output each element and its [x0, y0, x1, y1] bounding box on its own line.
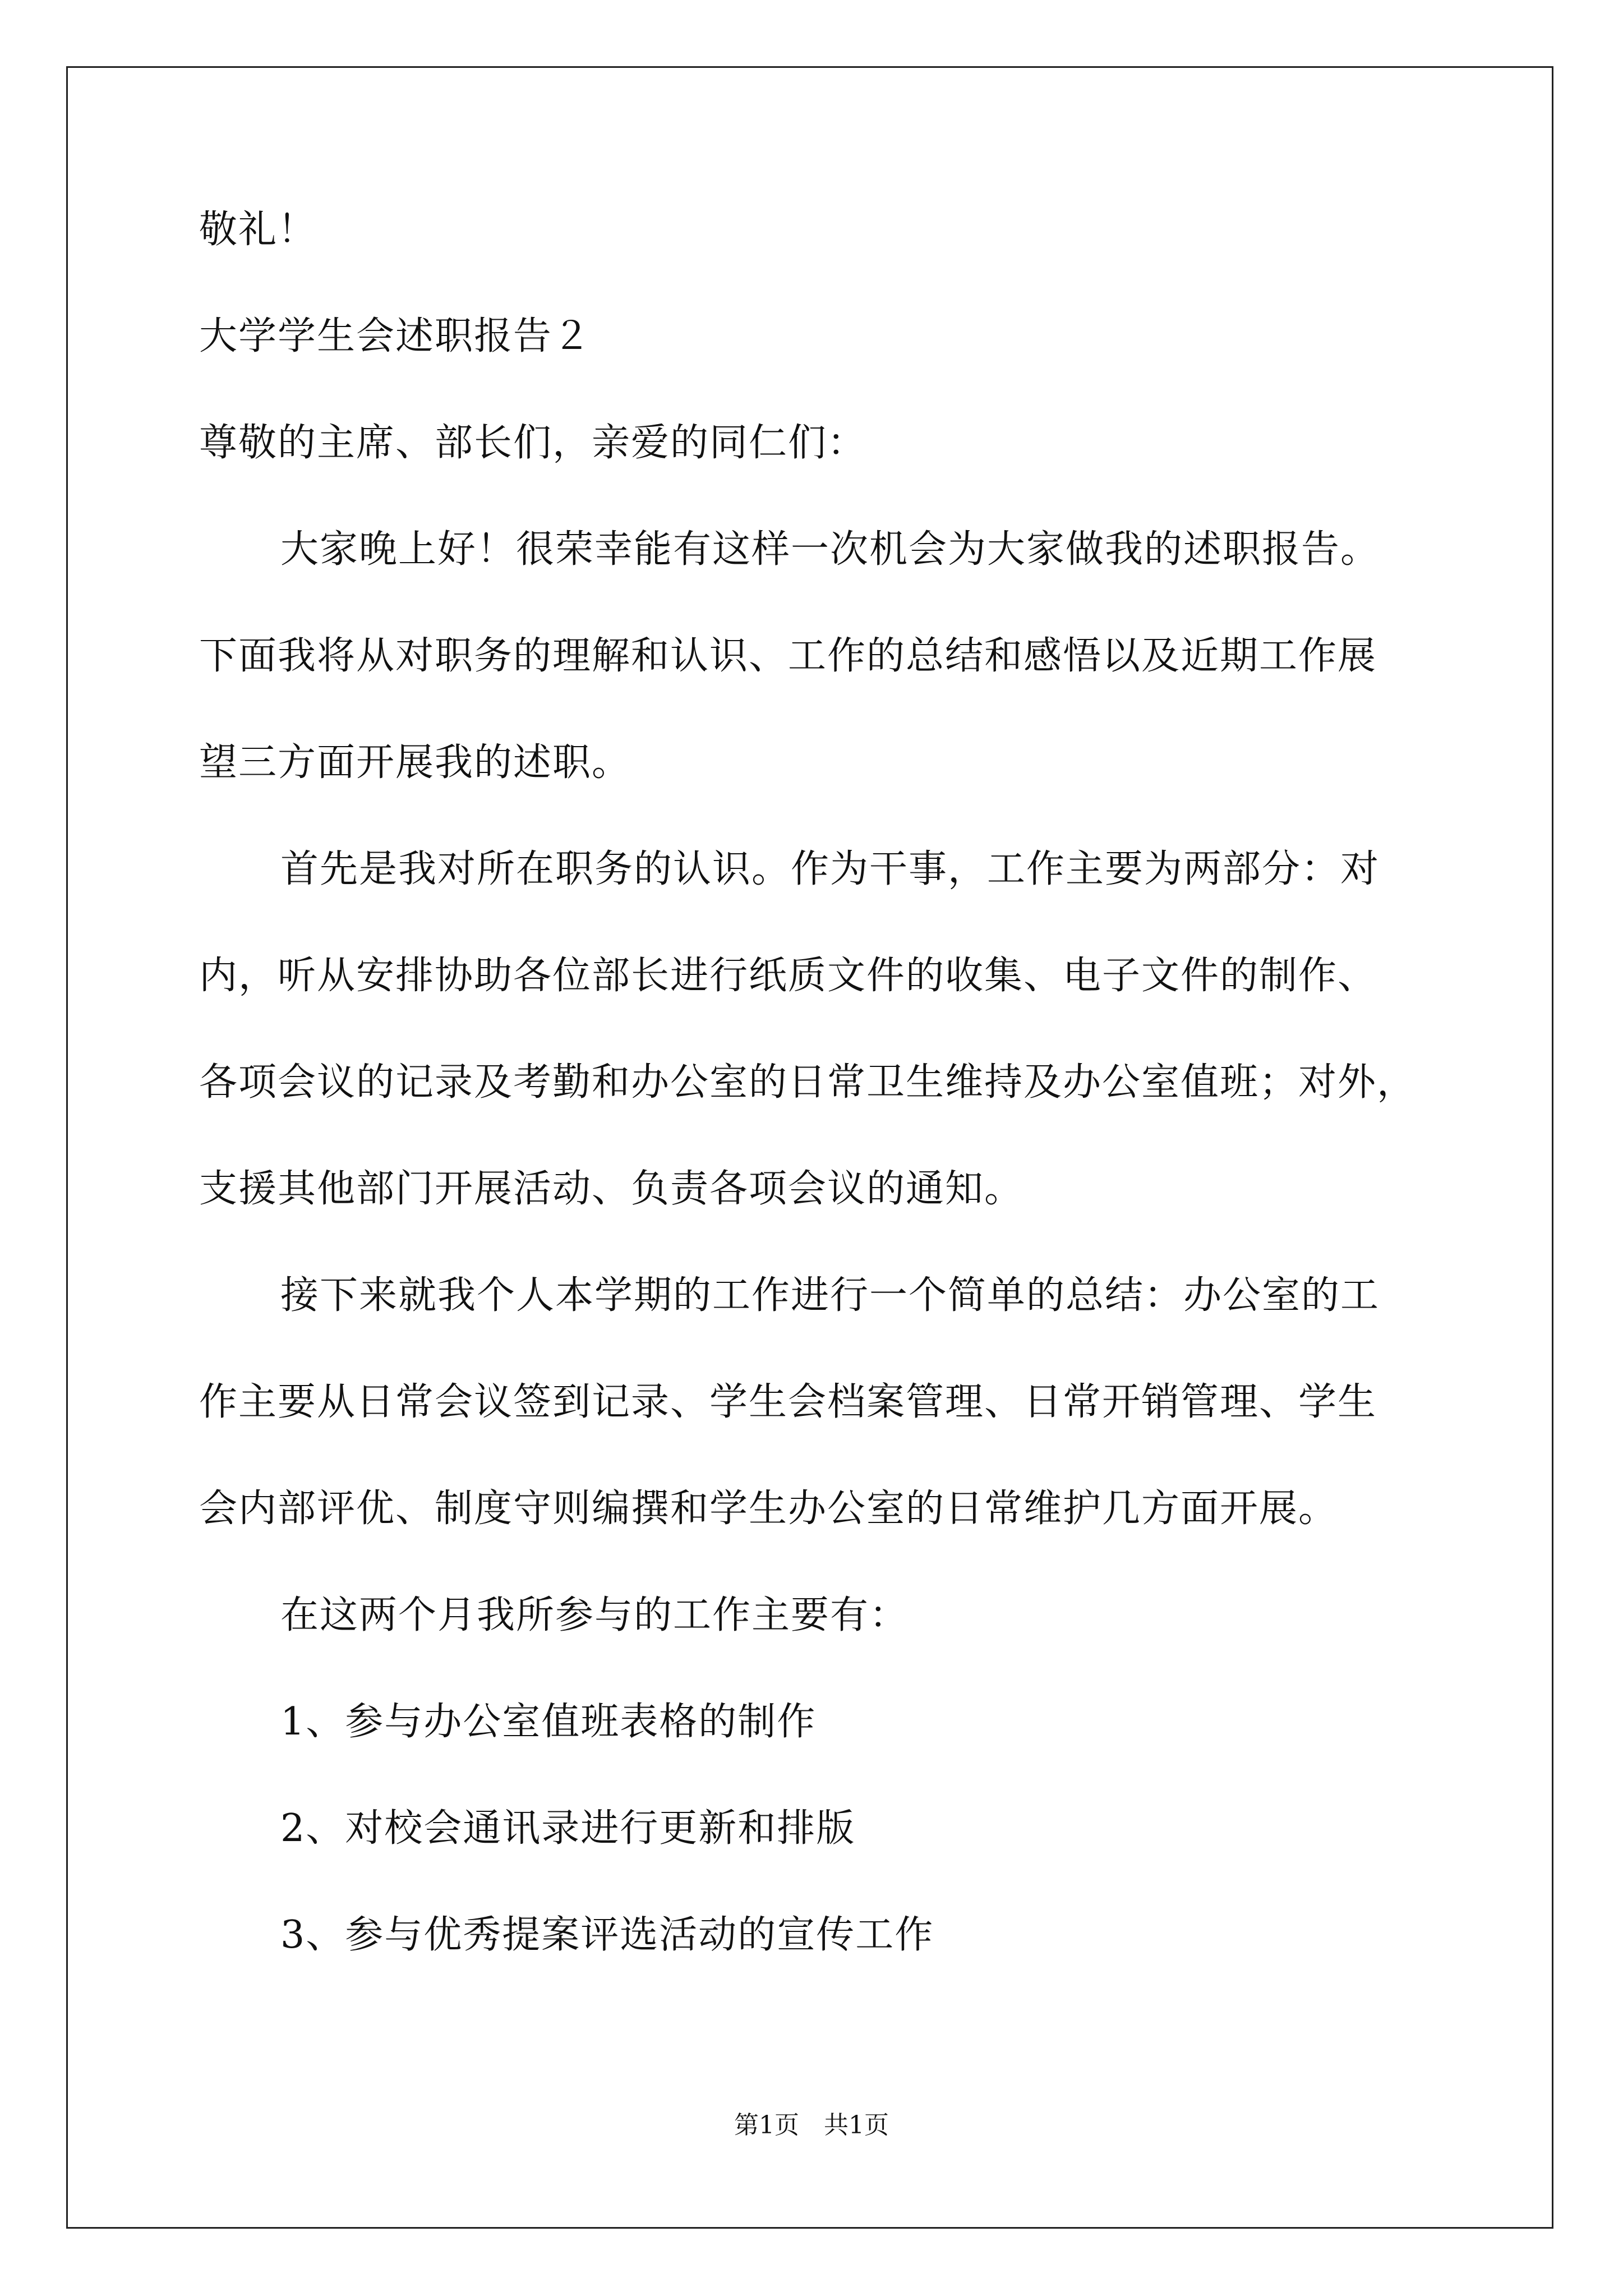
paragraph-4-line-1: 在这两个月我所参与的工作主要有： — [280, 1593, 909, 1637]
paragraph-2-line-1: 首先是我对所在职务的认识。作为干事，工作主要为两部分：对 — [280, 847, 1380, 891]
paragraph-3-line-1: 接下来就我个人本学期的工作进行一个简单的总结：办公室的工 — [280, 1273, 1380, 1318]
paragraph-1-line-1: 大家晚上好！很荣幸能有这样一次机会为大家做我的述职报告。 — [280, 527, 1380, 572]
page-footer: 第1页 共1页 — [734, 2111, 889, 2139]
closing-salutation: 敬礼！ — [199, 208, 317, 252]
list-item-3: 3、参与优秀提案评选活动的宣传工作 — [280, 1913, 934, 1957]
paragraph-1-line-3: 望三方面开展我的述职。 — [199, 740, 631, 785]
paragraph-3-line-2: 作主要从日常会议签到记录、学生会档案管理、日常开销管理、学生 — [199, 1380, 1377, 1424]
paragraph-2-line-3: 各项会议的记录及考勤和办公室的日常卫生维持及办公室值班；对外， — [199, 1060, 1417, 1105]
page-border — [66, 66, 1553, 2229]
greeting-line: 尊敬的主席、部长们，亲爱的同仁们： — [199, 421, 867, 465]
document-title: 大学学生会述职报告２ — [199, 314, 592, 358]
list-item-2: 2、对校会通讯录进行更新和排版 — [280, 1806, 856, 1851]
paragraph-3-line-3: 会内部评优、制度守则编撰和学生办公室的日常维护几方面开展。 — [199, 1487, 1338, 1531]
paragraph-1-line-2: 下面我将从对职务的理解和认识、工作的总结和感悟以及近期工作展 — [199, 634, 1377, 678]
paragraph-2-line-4: 支援其他部门开展活动、负责各项会议的通知。 — [199, 1167, 1024, 1211]
paragraph-2-line-2: 内，听从安排协助各位部长进行纸质文件的收集、电子文件的制作、 — [199, 954, 1377, 998]
list-item-1: 1、参与办公室值班表格的制作 — [280, 1700, 817, 1744]
